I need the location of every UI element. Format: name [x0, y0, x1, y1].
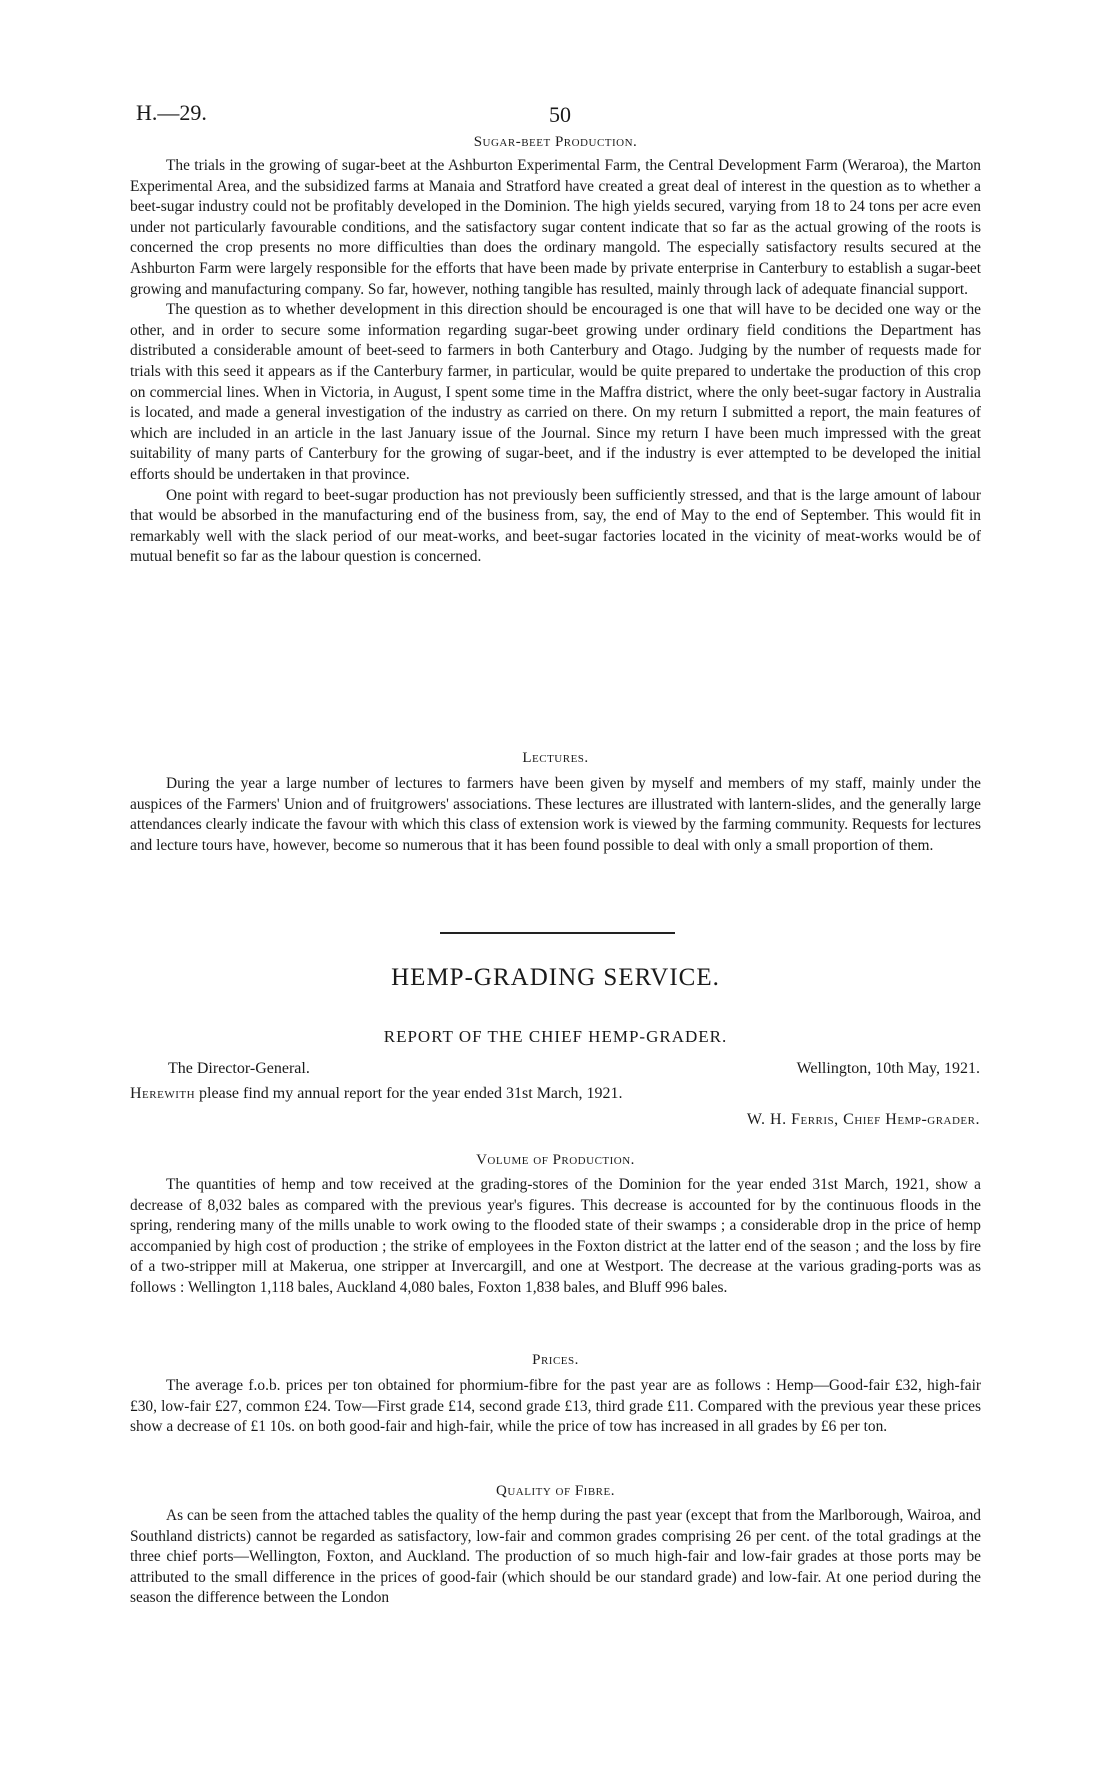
paragraph: The average f.o.b. prices per ton obtained for phormium-fibre for the past year are as follows : Hemp—Good-fair £32, high-fair £30, low-fair £27, common £24. Tow—First grade £14, second grade £13, third grade £11. Compared with the previous year these prices show a decrease of £1 10s. on both good-fair and high-fair, while the price of tow has increased in all grades by £6 per ton. [130, 1377, 981, 1436]
paragraph: As can be seen from the attached tables the quality of the hemp during the past year (except that from the Marlborough, Wairoa, and Southland districts) cannot be regarded as satisfactory, low-fair and common grades comprising 26 per cent. of the total gradings at the three chief ports—Wellington, Foxton, and Auckland. The production of so much high-fair and low-fair grades at those ports may be attributed to the small difference in the prices of good-fair (which should be our standard grade) and low-fair. At one period during the season the difference between the London [130, 1507, 981, 1607]
paragraph: The question as to whether development in this direction should be encouraged is one that will have to be decided one way or the other, and in order to secure some information regarding sugar-beet growing under ordinary field conditions the Department has distributed a considerable amount of beet-seed to farmers in both Canterbury and Otago. Judging by the number of requests made for trials with this seed it appears as if the Canterbury farmer, in particular, would be quite prepared to undertake the production of this crop on commercial lines. When in Victoria, in August, I spent some time in the Maffra district, where the only beet-sugar factory in Australia is located, and made a general investigation of the industry as carried on there. On my return I submitted a report, the main features of which are included in an article in the last January issue of the Journal. Since my return I have been much impressed with the great suitability of many parts of Canterbury for the growing of sugar-beet, and if the industry is ever attempted to be developed the initial efforts should be undertaken in that province. [130, 301, 981, 483]
section-divider [440, 932, 675, 934]
section-body-volume [130, 1175, 981, 1299]
covering-note-text: please find my annual report for the year ended 31st March, 1921. [195, 1085, 623, 1102]
paragraph: The trials in the growing of sugar-beet at the Ashburton Experimental Farm, the Central Development Farm (Weraroa), the Marton Experimental Area, and the subsidized farms at Manaia and Stratford have created a great deal of interest in the question as to whether a beet-sugar industry could not be profitably developed in the Dominion. The high yields secured, varying from 18 to 24 tons per acre even under not particularly favourable conditions, and the satisfactory sugar content indicate that so far as the actual growing of the roots is concerned the crop presents no more difficulties than does the ordinary mangold. The especially satisfactory results secured at the Ashburton Farm were largely responsible for the efforts that have been made by private enterprise in Canterbury to establish a sugar-beet growing and manufacturing company. So far, however, nothing tangible has resulted, mainly through lack of adequate financial support. [130, 157, 981, 298]
addressee: The Director-General. [168, 1060, 310, 1077]
paragraph: During the year a large number of lectures to farmers have been given by myself and members of my staff, mainly under the auspices of the Farmers' Union and of fruitgrowers' associations. These lectures are illustrated with lantern-slides, and the generally large attendances clearly indicate the favour with which this class of extension work is viewed by the farming community. Requests for lectures and lecture tours have, however, become so numerous that it has been found possible to deal with only a small proportion of them. [130, 775, 981, 854]
section-heading-lectures: Lectures. [522, 750, 589, 766]
section-body-prices [130, 1376, 981, 1438]
section-heading-prices: Prices. [532, 1352, 579, 1368]
section-heading-volume: Volume of Production. [476, 1152, 635, 1168]
section-body-quality [130, 1506, 981, 1609]
covering-note [130, 1085, 622, 1103]
place-date: Wellington, 10th May, 1921. [796, 1060, 980, 1077]
section-body-sugar-beet [130, 156, 981, 568]
report-title: HEMP-GRADING SERVICE. [391, 964, 720, 991]
section-heading-quality: Quality of Fibre. [496, 1483, 615, 1499]
section-heading-sugar-beet: Sugar-beet Production. [473, 134, 638, 150]
signatory: W. H. Ferris, Chief Hemp-grader. [746, 1111, 980, 1128]
section-body-lectures [130, 774, 981, 856]
paragraph: The quantities of hemp and tow received at the grading-stores of the Dominion for the year ended 31st March, 1921, show a decrease of 8,032 bales as compared with the previous year's figures. This decrease is accounted for by the continuous floods in the spring, rendering many of the mills unable to work owing to the flooded state of their swamps ; a considerable drop in the price of hemp accompanied by high cost of production ; the strike of employees in the Foxton district at the latter end of the season ; and the loss by fire of a two-stripper mill at Makerua, one stripper at Invercargill, and one at Westport. The decrease at the various grading-ports was as follows : Wellington 1,118 bales, Auckland 4,080 bales, Foxton 1,838 bales, and Bluff 996 bales. [130, 1176, 981, 1296]
report-subtitle: REPORT OF THE CHIEF HEMP-GRADER. [383, 1027, 728, 1046]
document-reference: H.—29. [136, 100, 207, 125]
page-number: 50 [549, 102, 571, 127]
covering-note-lead: Herewith [130, 1085, 196, 1102]
paragraph: One point with regard to beet-sugar production has not previously been sufficiently stressed, and that is the large amount of labour that would be absorbed in the manufacturing end of the business from, say, the end of May to the end of September. This would fit in remarkably well with the slack period of our meat-works, and beet-sugar factories located in the vicinity of meat-works would be of mutual benefit so far as the labour question is concerned. [130, 486, 981, 566]
